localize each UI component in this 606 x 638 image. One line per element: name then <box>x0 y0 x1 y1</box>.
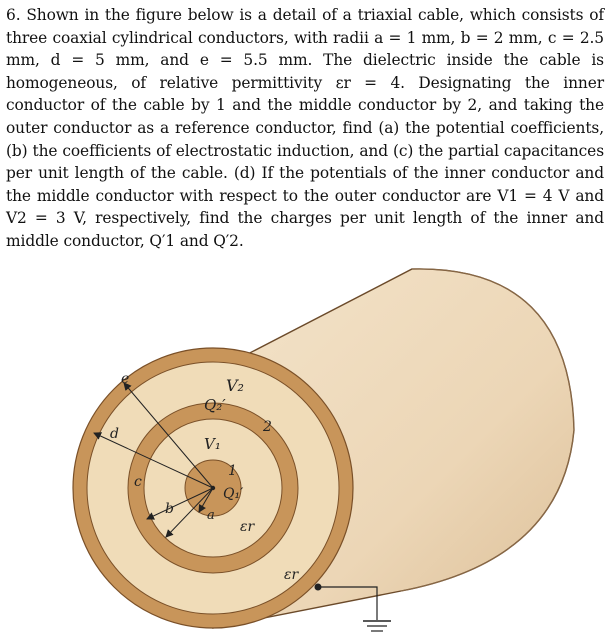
label-e: e <box>121 371 130 387</box>
label-eps-outer: εr <box>284 567 299 583</box>
problem-text: Shown in the figure below is a detail of a triaxial cable, which consists of three coaxial cylindrical conductors, with radii a = 1 mm, b = 2 mm, c = 2.5 mm, d = 5 mm, and e = 5.5 mm. The dielectric inside the cable is homogeneous, of relative permittivity εr = 4. Designating the inner conductor of the cable by 1 and the middle conductor by 2, and taking the outer conductor as a reference conductor, find (a) the potential coefficients, (b) the coefficients of electrostatic induction, and (c) the partial capacitances per unit length of the cable. (d) If the potentials of the inner conductor and the middle conductor with respect to the outer conductor are V1 = 4 V and V2 = 3 V, respectively, find the charges per unit length of the inner and middle conductor, Q′1 and Q′2. <box>6 6 604 250</box>
label-conductor-2: 2 <box>263 419 272 435</box>
label-eps-inner: εr <box>240 519 255 535</box>
label-q2: Q₂′ <box>204 396 226 414</box>
label-c: c <box>134 474 142 490</box>
label-v1: V₁ <box>204 435 221 453</box>
label-d: d <box>110 426 119 442</box>
label-a: a <box>207 508 215 523</box>
label-q1: Q₁′ <box>223 486 244 502</box>
label-b: b <box>165 501 174 517</box>
problem-number: 6. <box>6 6 21 24</box>
label-v2: V₂ <box>226 376 244 395</box>
label-conductor-1: 1 <box>228 463 237 479</box>
center-point <box>211 486 215 490</box>
problem-statement <box>6 4 604 253</box>
triaxial-cable-figure <box>0 250 606 638</box>
